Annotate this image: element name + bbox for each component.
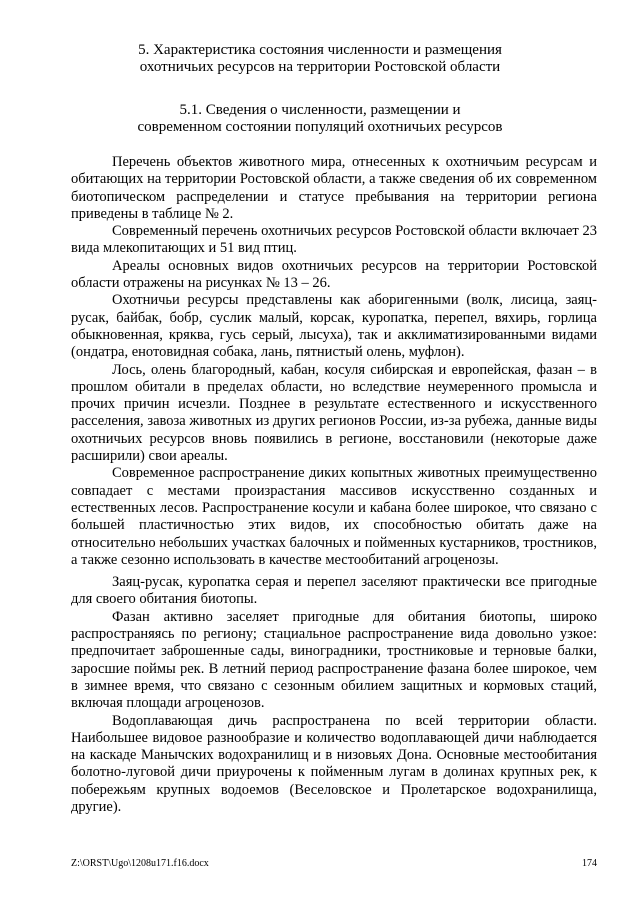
paragraph-hare-partridge: Заяц-русак, куропатка серая и перепел заселяют практически все пригодные для своего обитания биотопы. [71,574,597,608]
paragraph-ungulates: Современное распространение диких копытных животных преимущественно совпадает с местами произрастания массивов искусственно созданных и естественных лесов. Распространение косули и кабана более широкое, что связано с большей пластичностью этих видов, их способностью обитать даже на относительно небольших участках балочных и пойменных кустарников, тростников, а также сезонно использовать в качестве местообитаний агроценозы. [71,465,597,568]
footer-page-number: 174 [582,858,597,869]
subsection-title-line-1: 5.1. Сведения о численности, размещении и [179,102,461,118]
section-title [0,42,640,76]
paragraph-ranges: Ареалы основных видов охотничьих ресурсов на территории Ростовской области отражены на рисунках № 13 – 26. [71,257,597,292]
body-text [71,154,597,816]
paragraph-waterfowl: Водоплавающая дичь распространена по всей территории области. Наибольшее видовое разнообразие и количество водоплавающей дичи наблюдается на каскаде Манычских водохранилищ и в низовьях Дона. Основные местообитания болотно-луговой дичи приурочены к пойменным лугам в долинах крупных рек, к побережьям крупных водоемов (Веселовское и Пролетарское водохранилища, другие). [71,712,597,815]
paragraph-species-list: Перечень объектов животного мира, отнесенных к охотничьим ресурсам и обитающих на территории Ростовской области, а также сведения об их современном биотопическом распределении и статусе пребывания на территории региона приведены в таблице № 2. [71,154,597,222]
section-title-line-1: 5. Характеристика состояния численности и размещения [138,42,502,58]
footer-file-path: Z:\ORST\Ugo\1208u171.f16.docx [71,858,209,869]
paragraph-reintroduced-species: Лось, олень благородный, кабан, косуля сибирская и европейская, фазан – в прошлом обитали в пределах области, но вследствие неумеренного промысла и прочих причин исчезли. Позднее в результате естественного и искусственного расселения, завоза животных из других регионов России, из-за рубежа, данные виды охотничьих ресурсов вновь появились в регионе, восстановили (некоторые даже расширили) свои ареалы. [71,361,597,465]
subsection-title [0,102,640,136]
paragraph-pheasant: Фазан активно заселяет пригодные для обитания биотопы, широко распространяясь по региону; стациальное распространение вида довольно узкое: предпочитает заброшенные сады, виноградники, тростниковые и терновые балки, заросшие поймы рек. В летний период распространение фазана более широкое, чем в зимнее время, что связано с сезонным обилием защитных и кормовых стаций, включая площади агроценозов. [71,608,597,712]
paragraph-species-count: Современный перечень охотничьих ресурсов Ростовской области включает 23 вида млекопитающих и 51 вид птиц. [71,223,597,257]
section-title-line-2: охотничьих ресурсов на территории Ростовской области [139,59,501,75]
subsection-title-line-2: современном состоянии популяций охотничьих ресурсов [137,119,503,135]
paragraph-native-species: Охотничьи ресурсы представлены как аборигенными (волк, лисица, заяц-русак, байбак, бобр, суслик малый, корсак, куропатка, перепел, вяхирь, горлица обыкновенная, кряква, гусь серый, лысуха), так и акклиматизированными видами (ондатра, енотовидная собака, лань, пятнистый олень, муфлон). [71,292,597,361]
